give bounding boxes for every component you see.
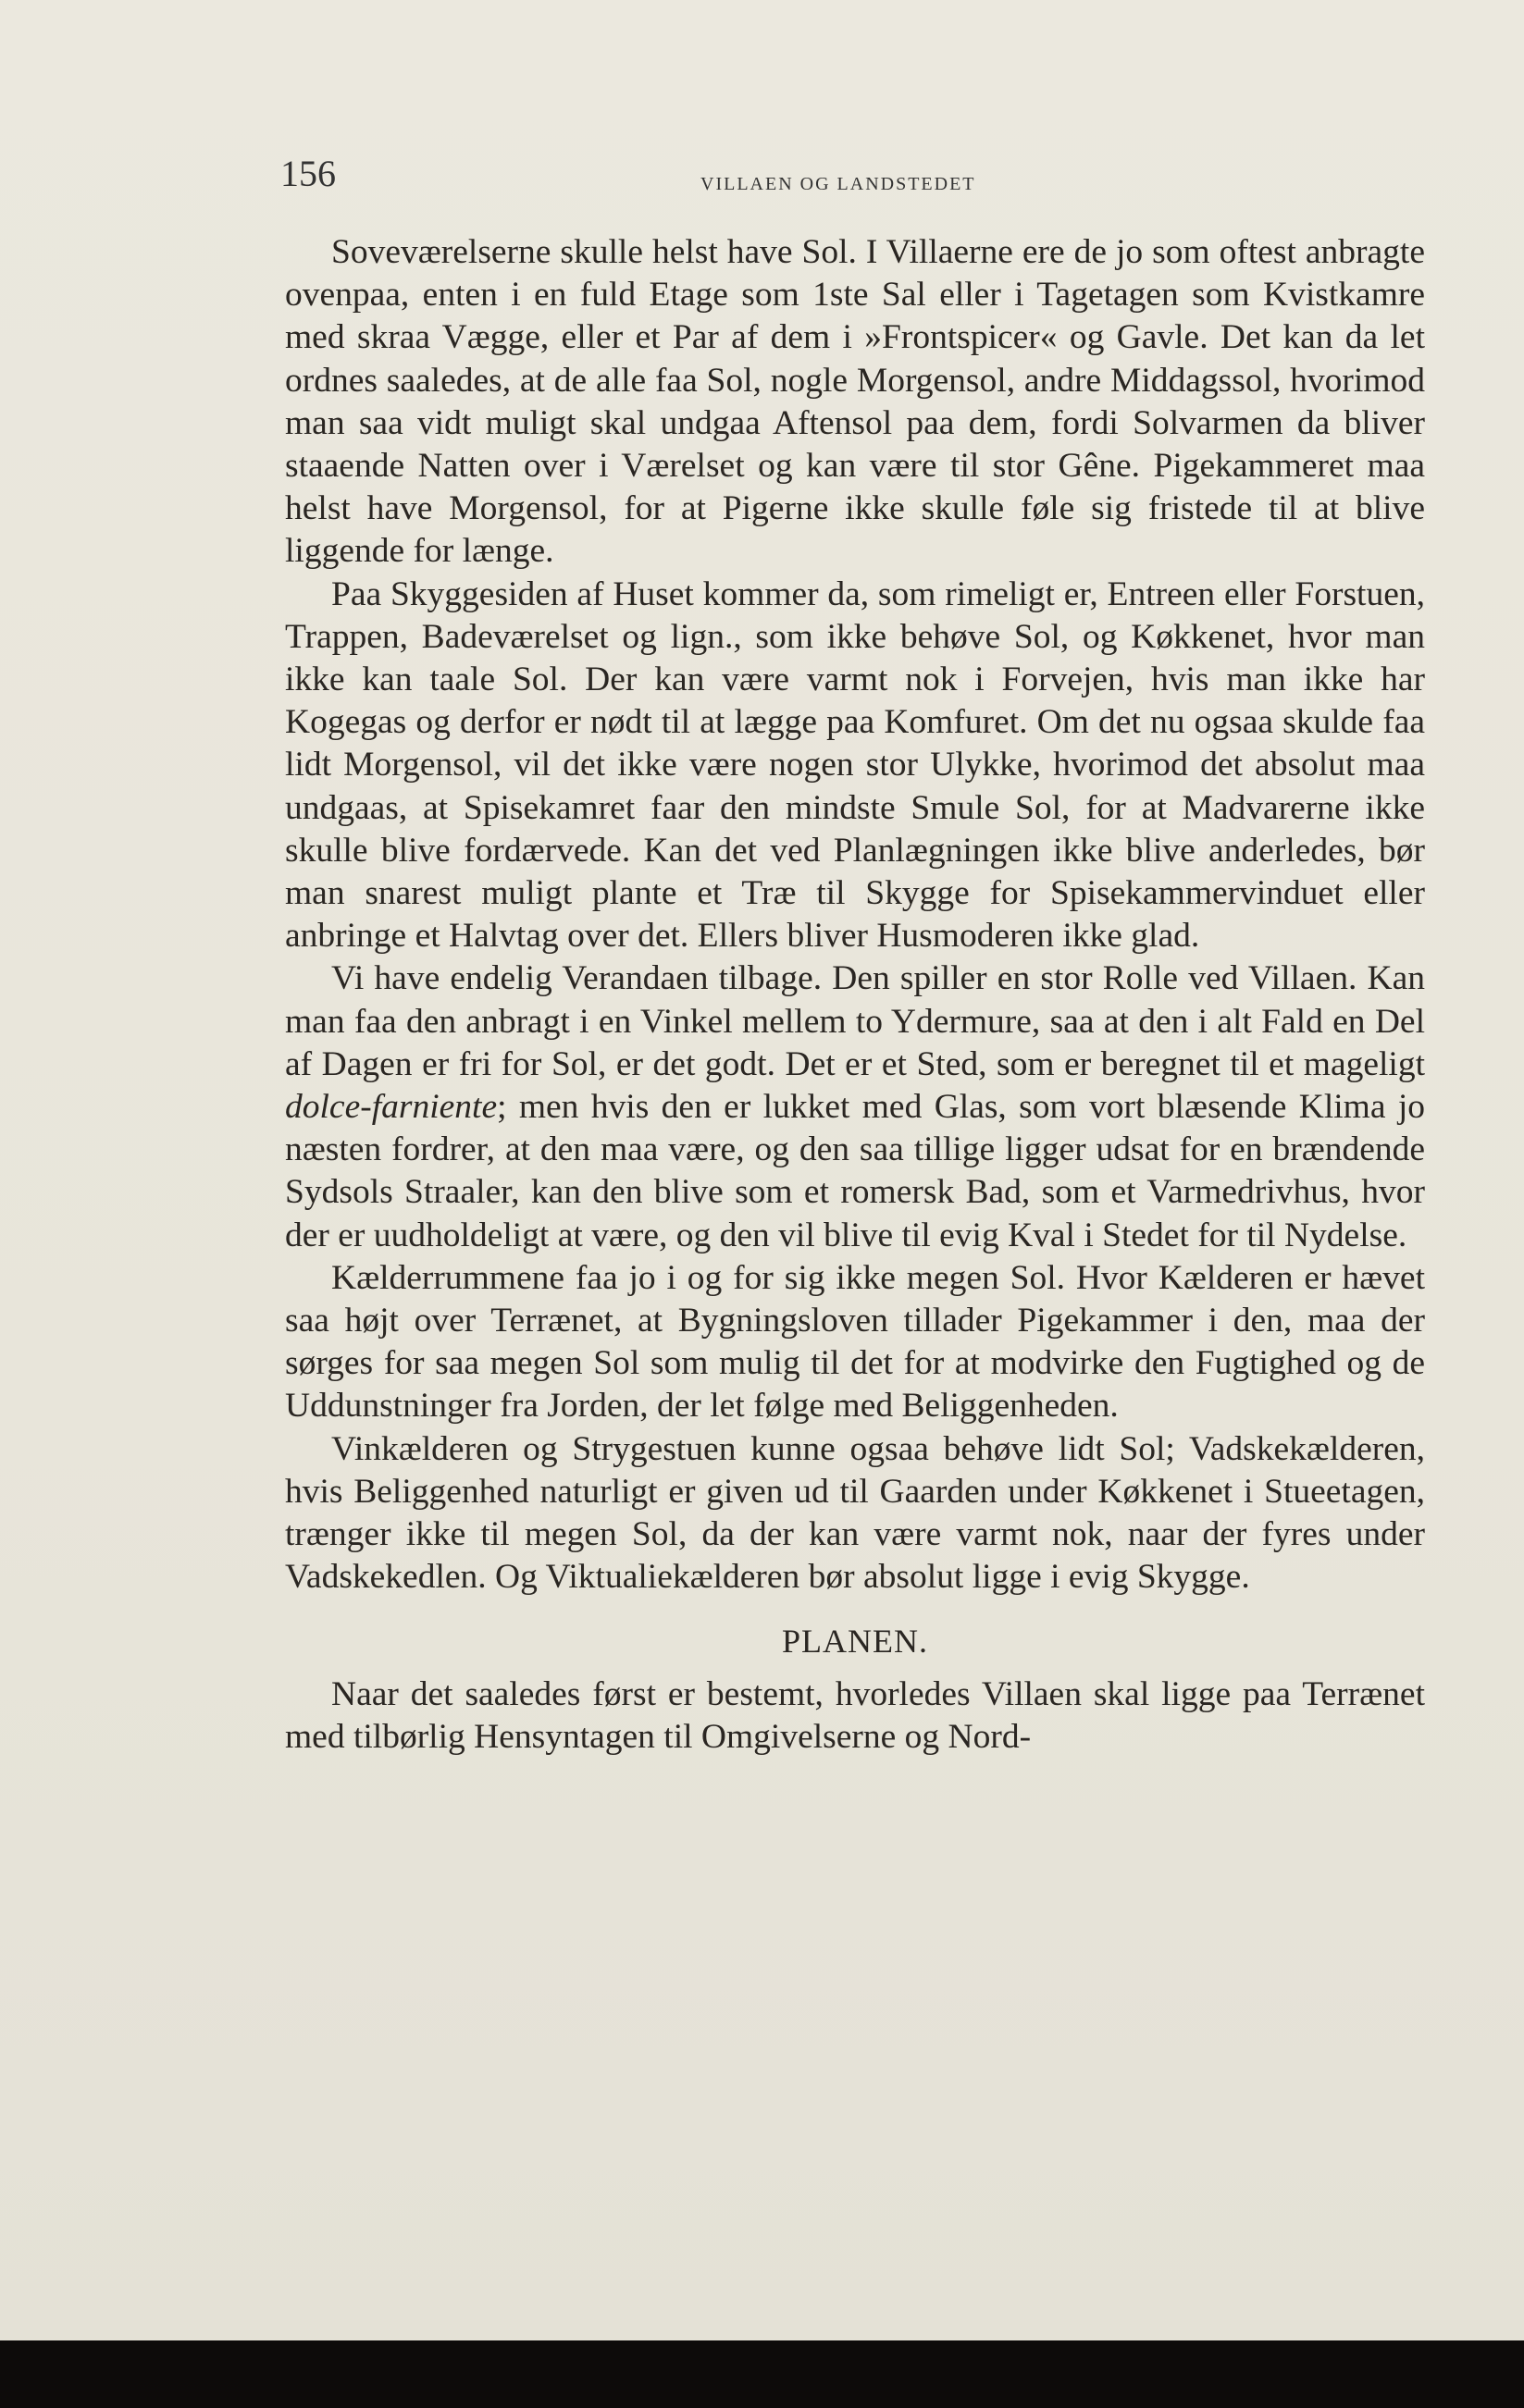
section-heading: PLANEN. (782, 1622, 928, 1660)
page-number: 156 (280, 153, 336, 194)
scan-bottom-edge (0, 2340, 1524, 2408)
main-text (285, 231, 1425, 1759)
running-title: VILLAEN OG LANDSTEDET (700, 174, 976, 194)
italic-phrase: dolce-farniente (285, 1088, 498, 1127)
paragraph-shadow-side: Paa Skyggesiden af Huset kommer da, som rimeligt er, Entreen eller Forstuen, Trappen, Badeværelset og lign., som ikke behøve Sol, og Køkkenet, hvor man ikke kan taale Sol. Der kan være varmt nok i Forvejen, hvis man ikke har Kogegas og derfor er nødt til at lægge paa Komfuret. Om det nu ogsaa skulde faa lidt Morgensol, vil det ikke være nogen stor Ulykke, hvorimod det absolut maa undgaas, at Spisekamret faar den mindste Smule Sol, for at Madvarerne ikke skulle blive fordærvede. Kan det ved Planlægningen ikke blive anderledes, bør man snarest muligt plante et Træ til Skygge for Spisekammervinduet eller anbringe et Halvtag over det. Ellers bliver Husmoderen ikke glad. (285, 574, 1425, 956)
paragraph-veranda (285, 957, 1425, 1256)
paragraph-veranda-part1: Vi have endelig Verandaen tilbage. Den spiller en stor Rolle ved Villaen. Kan man faa den anbragt i en Vinkel mellem to Ydermure, saa at den i alt Fald en Del af Dagen er fri for Sol, er det godt. Det er et Sted, som er beregnet til et mageligt (285, 959, 1425, 1083)
paragraph-bedrooms: Soveværelserne skulle helst have Sol. I Villaerne ere de jo som oftest anbragte ovenpaa, enten i en fuld Etage som 1ste Sal eller i Tagetagen som Kvistkamre med skraa Vægge, eller et Par af dem i »Frontspicer« og Gavle. Det kan da let ordnes saaledes, at de alle faa Sol, nogle Morgensol, andre Middagssol, hvorimod man saa vidt muligt skal undgaa Aftensol paa dem, fordi Solvarmen da bliver staaende Natten over i Værelset og kan være til stor Gêne. Pigekammeret maa helst have Morgensol, for at Pigerne ikke skulle føle sig fristede til at blive liggende for længe. (285, 233, 1425, 571)
paragraph-veranda-part2: ; men hvis den er lukket med Glas, som vort blæsende Klima jo næsten fordrer, at den maa være, og den saa tillige ligger udsat for en brændende Sydsols Straaler, kan den blive som et romersk Bad, som et Varmedrivhus, hvor der er uudholdeligt at være, og den vil blive til evig Kval i Stedet for til Nydelse. (285, 1088, 1425, 1254)
paragraph-plan: Naar det saaledes først er bestemt, hvorledes Villaen skal ligge paa Terrænet med tilbørlig Hensyntagen til Omgivelserne og Nord- (285, 1674, 1425, 1756)
paragraph-cellars: Kælderrummene faa jo i og for sig ikke megen Sol. Hvor Kælderen er hævet saa højt over Terrænet, at Bygningsloven tillader Pigekammer i den, maa der sørges for saa megen Sol som mulig til det for at modvirke den Fugtighed og de Uddunstninger fra Jorden, der let følge med Beliggenheden. (285, 1258, 1425, 1426)
paragraph-wine-cellar: Vinkælderen og Strygestuen kunne ogsaa behøve lidt Sol; Vadskekælderen, hvis Beliggenhed naturligt er given ud til Gaarden under Køkkenet i Stueetagen, trænger ikke til megen Sol, da der kan være varmt nok, naar der fyres under Vadskekedlen. Og Viktualiekælderen bør absolut ligge i evig Skygge. (285, 1429, 1425, 1597)
